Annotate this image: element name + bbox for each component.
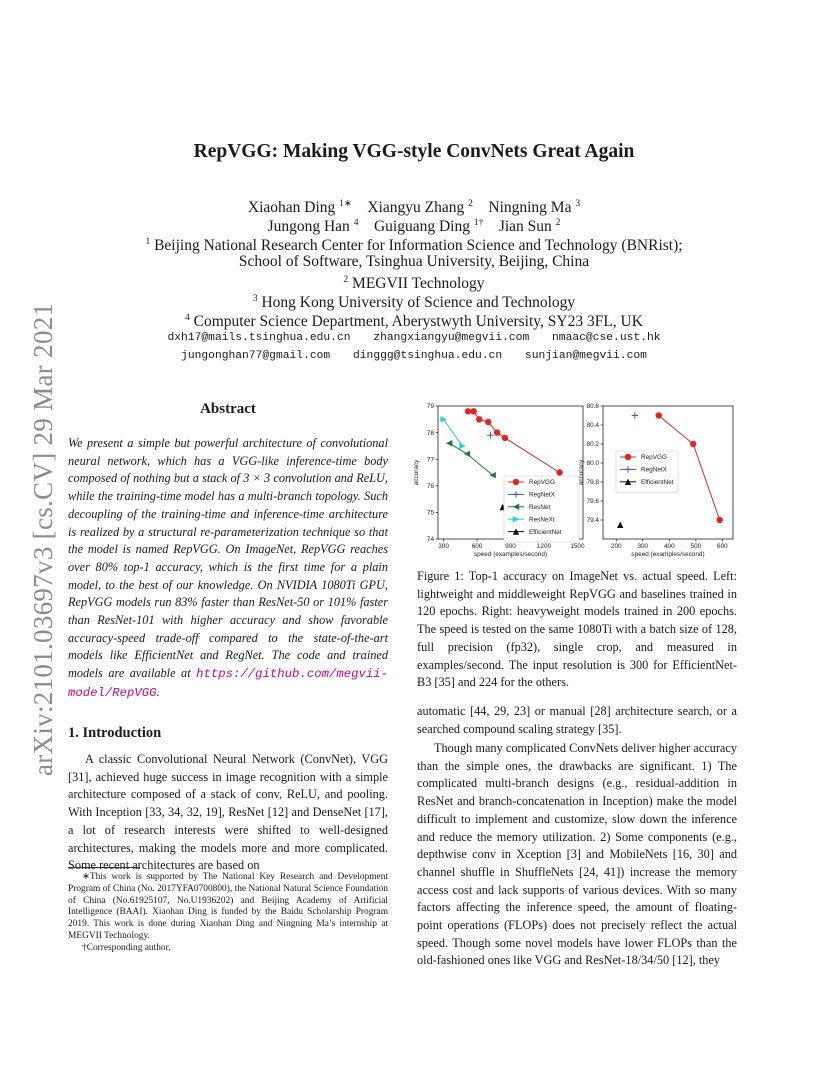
x-axis-label: speed (examples/second): [473, 551, 548, 558]
data-point: [440, 416, 446, 422]
y-tick-label: 79: [426, 403, 434, 411]
x-tick-label: 300: [438, 543, 449, 550]
footnotes: [68, 872, 388, 955]
x-tick-label: 200: [610, 543, 622, 550]
author-mark: 1†: [473, 218, 484, 228]
data-point: [632, 412, 638, 418]
legend-marker: [513, 479, 519, 485]
data-point: [690, 441, 696, 447]
legend-label: ResNeXt: [529, 516, 555, 524]
affiliation-mark: 1: [145, 237, 151, 247]
author: Ningning Ma: [488, 199, 572, 217]
data-point: [470, 408, 476, 414]
data-point: [556, 469, 562, 475]
legend-label: RepVGG: [641, 454, 667, 462]
y-tick-label: 78: [426, 429, 434, 437]
author-mark: 2: [555, 218, 561, 228]
emails-line-1: [0, 332, 828, 345]
author: Guiguang Ding: [373, 218, 470, 236]
data-point: [502, 435, 508, 441]
data-point: [494, 429, 500, 435]
paper-title: RepVGG: Making VGG-style ConvNets Great Again: [193, 141, 635, 162]
abstract-end: .: [156, 684, 160, 699]
x-tick-label: 900: [505, 543, 516, 550]
y-tick-label: 75: [426, 509, 434, 517]
abstract-heading: Abstract: [200, 401, 256, 417]
intro-paragraph-2: Though many complicated ConvNets deliver higher accuracy than the simple ones, the drawbacks are significant. 1) The complicated multi-branch designs (e.g., residual-addition in ResNet and branch-concatenation in Inception) make the model difficult to implement and customize, slow down the inference and reduce the memory utilization. 2) Some components (e.g., depthwise conv in Xception [3] and MobileNets [16, 30] and channel shuffle in ShuffleNets [24, 41]) increase the memory access cost and lack supports of various devices. With so many factors affecting the inference speed, the amount of floating-point operations (FLOPs) does not precisely reflect the actual speed. Though some novel models have lower FLOPs than the old-fashioned ones like VGG and ResNet-18/34/50 [12], they: [417, 741, 737, 968]
affiliation-text: Computer Science Department, Aberystwyth University, SY23 3FL, UK: [193, 313, 643, 331]
data-point: [717, 517, 723, 523]
affiliation-text: MEGVII Technology: [352, 275, 485, 293]
footnote-corresponding: †Corresponding author.: [82, 942, 171, 953]
x-tick-label: 600: [717, 543, 728, 550]
email-link[interactable]: dxh17@mails.tsinghua.edu.cn: [167, 332, 351, 344]
y-tick-label: 79.4: [586, 517, 599, 525]
chart-right: [578, 403, 733, 558]
y-tick-label: 79.8: [586, 479, 599, 487]
footnote-divider: [68, 867, 140, 868]
legend-label: EfficientNet: [641, 479, 674, 486]
affiliation-1b: School of Software, Tsinghua University, Beijing, China: [238, 253, 590, 270]
y-tick-label: 80.4: [586, 422, 599, 430]
x-tick-label: 600: [471, 543, 483, 550]
y-tick-label: 80.2: [586, 441, 599, 449]
figure-1-charts: [410, 398, 740, 560]
legend-label: RegNetX: [529, 491, 555, 499]
author: Xiangyu Zhang: [367, 199, 465, 217]
y-tick-label: 74: [426, 536, 434, 544]
x-tick-label: 1200: [536, 543, 552, 550]
abstract-text: We present a simple but powerful architecture of convolutional neural network, which has a VGG-like inference-time body composed of nothing but a stack of 3 × 3 convolution and ReLU, while the training-time model has a multi-branch topology. Such decoupling of the training-time and inference-time architecture is realized by a structural re-parameterization technique so that the model is named RepVGG. On ImageNet, RepVGG reaches over 80% top-1 accuracy, which is the first time for a plain model, to the best of our knowledge. On NVIDIA 1080Ti GPU, RepVGG models run 83% faster than ResNet-50 or 101% faster than ResNet-101 with higher accuracy and show favorable accuracy-speed trade-off compared to the state-of-the-art models like EfficientNet and RegNet. The code and trained models are available at: [68, 436, 388, 681]
y-tick-label: 77: [426, 456, 434, 464]
y-axis-label: accuracy: [578, 459, 585, 486]
author: Jian Sun: [498, 218, 552, 236]
data-point: [487, 432, 493, 438]
x-tick-label: 400: [663, 543, 675, 550]
author: Jungong Han: [267, 218, 350, 236]
series-line: [449, 443, 493, 475]
code-link[interactable]: https://github.com/megvii-model/RepVGG: [68, 667, 388, 700]
arxiv-identifier: arXiv:2101.03697v3 [cs.CV] 29 Mar 2021: [28, 302, 58, 776]
data-point: [656, 412, 662, 418]
affiliation-mark: 2: [343, 275, 349, 285]
data-point: [465, 408, 471, 414]
data-point: [476, 416, 482, 422]
x-axis-label: speed (examples/second): [631, 551, 705, 558]
figure-caption: Figure 1: Top-1 accuracy on ImageNet vs. actual speed. Left: lightweight and middleweight RepVGG and baselines trained in 120 epochs. Right: heavyweight models trained in 200 epochs. The speed is tested on the same 1080Ti with a batch size of 128, full precision (fp32), single crop, and measured in examples/second. The input resolution is 300 for EfficientNet-B3 [35] and 224 for the others.: [417, 569, 737, 690]
affiliation-4: [0, 309, 828, 331]
email-link[interactable]: jungonghan77@gmail.com: [181, 350, 331, 362]
author-mark: 1∗: [339, 199, 352, 209]
affiliation-mark: 3: [252, 294, 258, 304]
y-tick-label: 79.6: [586, 498, 599, 506]
series-line: [444, 419, 463, 446]
legend-label: ResNet: [529, 504, 551, 511]
affiliation-mark: 4: [185, 313, 190, 323]
affiliation-text: Beijing National Research Center for Information Science and Technology (BNRist);: [154, 237, 683, 255]
intro-continuation: automatic [44, 29, 23] or manual [28] architecture search, or a searched compound scaling strategy [35].: [417, 704, 737, 736]
email-link[interactable]: sunjian@megvii.com: [524, 350, 647, 362]
author: Xiaohan Ding: [247, 199, 336, 217]
chart-left: [413, 403, 585, 558]
section-heading-introduction: 1. Introduction: [68, 725, 162, 741]
x-tick-label: 300: [637, 543, 649, 550]
author-mark: 4: [353, 218, 359, 228]
email-link[interactable]: nmaac@cse.ust.hk: [552, 332, 661, 344]
y-tick-label: 80.0: [586, 460, 599, 468]
data-point: [485, 419, 491, 425]
legend-label: EfficientNet: [529, 528, 562, 536]
author-mark: 2: [468, 199, 473, 209]
emails-line-2: [0, 350, 828, 363]
x-tick-label: 1500: [570, 543, 585, 550]
footnote-funding: ∗This work is supported by The National Key Research and Development Program of China (No. 2017YFA0700800), the National Natural Science Foundation of China (No.61925107, No.U1936202) and Beijing Academy of Artificial Intelligence (BAAI). Xiaohan Ding is funded by the Baidu Scholarship Program 2019. This work is done during Xiaohan Ding and Ningning Ma’s internship at MEGVII Technology.: [68, 872, 388, 941]
y-axis-label: accuracy: [413, 459, 420, 486]
data-point: [617, 522, 623, 528]
data-point: [459, 443, 465, 449]
data-point: [464, 451, 470, 457]
x-tick-label: 500: [690, 543, 702, 550]
legend-marker: [625, 454, 631, 460]
y-tick-label: 76: [426, 483, 434, 490]
legend-label: RepVGG: [529, 479, 555, 487]
legend-label: RegNetX: [641, 466, 667, 474]
y-tick-label: 80.6: [586, 403, 599, 411]
abstract-body: [68, 435, 388, 703]
email-link[interactable]: zhangxiangyu@megvii.com: [373, 332, 530, 344]
email-link[interactable]: dinggg@tsinghua.edu.cn: [352, 350, 503, 362]
author-mark: 3: [575, 199, 581, 209]
intro-paragraph: A classic Convolutional Neural Network (ConvNet), VGG [31], achieved huge success in image recognition with a simple architecture composed of a stack of conv, ReLU, and pooling. With Inception [33, 34, 32, 19], ResNet [12] and DenseNet [17], a lot of research interests were shifted to well-designed architectures, making the models more and more complicated. Some recent architectures are based on: [68, 752, 388, 873]
affiliation-text: Hong Kong University of Science and Technology: [261, 294, 576, 312]
data-point: [446, 440, 452, 446]
